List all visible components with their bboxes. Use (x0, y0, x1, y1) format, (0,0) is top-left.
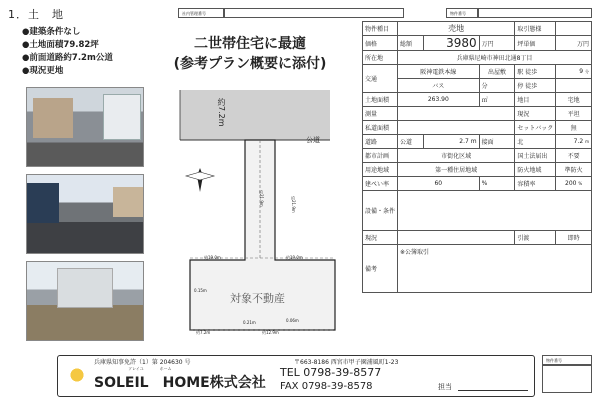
setback-value: 無 (556, 121, 592, 135)
staff-line (458, 390, 528, 391)
dim-label: 0.06m (286, 318, 299, 323)
photo-building-shape (27, 183, 59, 223)
dim-label: 約19.0m (204, 255, 221, 260)
price-value: 3980 (424, 36, 479, 51)
land-category: 宅地 (556, 93, 592, 107)
feature-item: ●現況更地 (22, 66, 64, 76)
line-name: 阪神電鉄本線 (398, 65, 480, 79)
headline-sub: (参考プラン概要に添付) (173, 56, 327, 72)
dim-label: 約19.0m (286, 255, 303, 260)
property-no-field (478, 8, 592, 18)
spec-sublabel: 総額 (398, 36, 424, 51)
contact-label: 接面 (479, 135, 515, 149)
remarks-value: ※公簿取引 (398, 245, 592, 293)
walk-minutes: 9 分 (556, 65, 592, 79)
dim-label: 約7.2m (196, 330, 211, 335)
survey-value (398, 107, 515, 121)
fax-number: FAX 0798-39-8578 (280, 381, 373, 392)
city-planning: 市街化区域 (398, 149, 515, 163)
property-spec-table (362, 21, 592, 293)
spec-label: 引渡 (515, 231, 556, 245)
photo-road-view (26, 174, 144, 254)
features-list (22, 26, 113, 78)
spec-label: 坪単価 (515, 36, 556, 51)
road-direction: 北 (515, 135, 556, 149)
photo-building-shape (57, 268, 113, 308)
road-width: 7.2 m (556, 135, 592, 149)
photo-building-shape (33, 98, 73, 138)
subject-property-label: 対象不動産 (230, 292, 285, 305)
headline (160, 34, 340, 74)
admin-no-field (224, 8, 404, 18)
spec-label: 道路 (363, 135, 398, 149)
spec-label: 私道面積 (363, 121, 398, 135)
photo-building-shape (103, 94, 141, 140)
floor-area-ratio: 200 % (556, 177, 592, 191)
road-width-label: 約7.2m (217, 98, 226, 127)
section-title: 1．土 地 (8, 8, 64, 21)
company-kana: ソレイユ ホーム (128, 366, 172, 371)
spec-label: 設備・条件 (363, 191, 398, 231)
admin-no-label: 社内管理番号 (178, 8, 224, 18)
private-road-area (398, 121, 515, 135)
dim-label: 約21.9m (291, 196, 296, 213)
compass-icon (186, 168, 214, 192)
company-name: SOLEIL HOME株式会社 (94, 375, 266, 391)
front-road-area (180, 90, 330, 140)
spec-label: 現況 (515, 107, 556, 121)
photo-vacant-lot (26, 261, 144, 341)
dim-label: 0.21m (243, 320, 256, 325)
dim-label: 約21.9m (259, 190, 264, 207)
photo-house-street (26, 87, 144, 167)
facility-value (398, 191, 592, 231)
spec-label: 所在地 (363, 51, 398, 65)
spec-label: 備考 (363, 245, 398, 293)
photo-building-shape (113, 187, 144, 217)
spec-label: 交通 (363, 65, 398, 93)
spec-label: セットバック (515, 121, 556, 135)
property-no-label: 物件番号 (446, 8, 478, 18)
station-name: 出屋敷 (479, 65, 515, 79)
spec-label: 現況 (363, 231, 398, 245)
bus-unit: 分 (479, 79, 515, 93)
spec-label: 用途地域 (363, 163, 398, 177)
spec-label: 土地面積 (363, 93, 398, 107)
public-road-label: 公道 (306, 136, 320, 144)
spec-label: 容積率 (515, 177, 556, 191)
spec-label: 建ぺい率 (363, 177, 398, 191)
spec-label: 測量 (363, 107, 398, 121)
stop-label: 停 徒歩 (515, 79, 556, 93)
pct-unit: % (479, 177, 515, 191)
dim-label: 0.15m (194, 288, 207, 293)
dim-label: 約12.9m (262, 330, 279, 335)
feature-item: ●土地面積79.82坪 (22, 40, 99, 50)
spec-label: 価格 (363, 36, 398, 51)
road-type: 公道 (398, 135, 424, 149)
transaction-type (556, 22, 592, 36)
staff-label: 担当 (438, 383, 452, 391)
bus-label: バス (398, 79, 480, 93)
address-value: 兵庫県尼崎市神田北通8丁目 (398, 51, 592, 65)
spec-label: 地目 (515, 93, 556, 107)
bottom-property-no-label: 物件番号 (542, 355, 592, 365)
land-area: 263.90 (398, 93, 480, 107)
feature-item: ●前面道路約7.2m公道 (22, 53, 113, 63)
terrain-value: 平坦 (556, 107, 592, 121)
fire-zone: 準防火 (556, 163, 592, 177)
handover-value: 即時 (556, 231, 592, 245)
bottom-property-no-field (542, 365, 592, 393)
tsubo-unit: 万円 (556, 36, 592, 51)
contact-length: 2.7 m (424, 135, 479, 149)
license-number: 兵庫県知事免許（1）第 204630 号 (94, 359, 191, 366)
spec-label: 物件種目 (363, 22, 398, 36)
spec-label: 防火地域 (515, 163, 556, 177)
headline-main: 二世帯住宅に最適 (194, 36, 306, 52)
company-footer (57, 355, 535, 397)
status-value (398, 231, 515, 245)
zoning: 第一種住居地域 (398, 163, 515, 177)
feature-item: ●建築条件なし (22, 27, 81, 37)
phone-number: TEL 0798-39-8577 (280, 366, 382, 379)
area-unit: ㎡ (479, 93, 515, 107)
national-land-act: 不要 (556, 149, 592, 163)
stop-walk (556, 79, 592, 93)
spec-label: 都市計画 (363, 149, 398, 163)
spec-label: 取引態様 (515, 22, 556, 36)
sun-logo-icon (64, 362, 90, 388)
property-type: 売地 (398, 22, 515, 36)
coverage-ratio: 60 (398, 177, 480, 191)
walk-label: 駅 徒歩 (515, 65, 556, 79)
company-address: 〒663-8186 西宮市甲子園浦風町1-23 (294, 359, 399, 366)
spec-label: 国土法届出 (515, 149, 556, 163)
price-unit: 万円 (479, 36, 515, 51)
